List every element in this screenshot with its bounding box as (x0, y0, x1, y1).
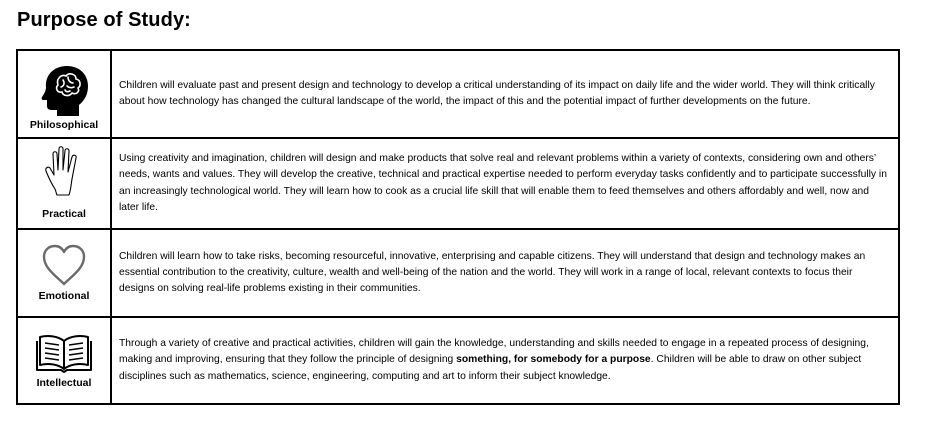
row-description: Using creativity and imagination, children will design and make products that solve real and relevant problems within a variety of contexts, considering own and others’ needs, wants and values. They will develop the creative, technical and practical expertise needed to perform everyday tasks confidently and to participate successfully in an increasingly technological world. They will learn how to cook as a crucial life skill that will enable them to feed themselves and others affordably and well, now and later life. (119, 152, 887, 213)
row-text (112, 230, 898, 316)
icon-cell (18, 230, 112, 316)
text-segment: . Children will be able to draw on other subject disciplines such as mathematics, science, engineering, computing and art to inform their subject knowledge. (119, 354, 862, 382)
purpose-table (16, 49, 900, 405)
open-book-icon (34, 331, 94, 375)
hand-icon (44, 145, 84, 201)
row-text (112, 318, 898, 403)
bold-phrase: something, for somebody for a purpose (456, 354, 651, 366)
table-row-intellectual (18, 318, 898, 403)
icon-cell (18, 318, 112, 403)
row-description (119, 336, 888, 385)
table-row-philosophical (18, 51, 898, 139)
heart-icon (40, 242, 88, 288)
row-description: Children will learn how to take risks, becoming resourceful, innovative, enterprising and capable citizens. They will understand that design and technology makes an essential contribution to the creativity, culture, wealth and well-being of the nation and the world. They will work in a range of local, relevant contexts to focus their designs on solving real-life problems existing in their communities. (119, 250, 866, 295)
row-label: Emotional (38, 290, 90, 302)
head-brain-icon (37, 63, 91, 117)
row-label: Philosophical (29, 119, 99, 131)
row-label: Intellectual (36, 377, 92, 389)
table-row-emotional (18, 230, 898, 318)
page-title: Purpose of Study: (17, 9, 191, 31)
row-text (112, 51, 898, 137)
row-text (112, 139, 898, 228)
icon-cell (18, 51, 112, 137)
text-segment: Through a variety of creative and practical activities, children will gain the knowledge, understanding and skills needed to engage in a repeated process of designing, making and improving, ensuring that they follow the principle of designing (119, 338, 869, 366)
table-row-practical (18, 139, 898, 230)
row-label: Practical (42, 208, 86, 220)
row-description: Children will evaluate past and present design and technology to develop a critical understanding of its impact on daily life and the wider world. They will think critically about how technology has changed the cultural landscape of the world, the impact of this and the potential impact of further developments on the future. (119, 79, 875, 107)
icon-cell (18, 139, 112, 228)
